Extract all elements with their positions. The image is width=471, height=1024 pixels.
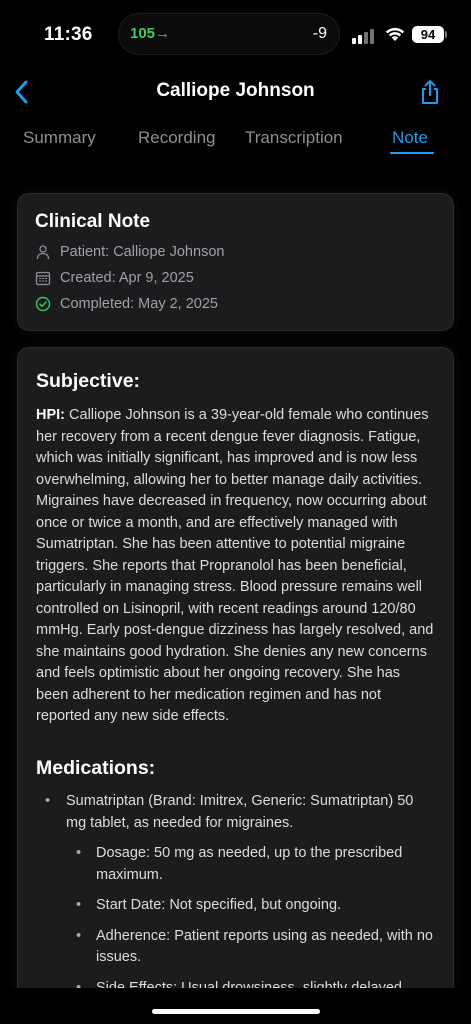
medication-detail: Adherence: Patient reports using as needed, with no issues.: [96, 927, 433, 965]
dynamic-island[interactable]: [118, 13, 340, 55]
list-item: [66, 843, 436, 886]
status-bar: [0, 0, 471, 70]
island-secondary-value: -9: [312, 25, 327, 42]
nav-header: [0, 72, 471, 112]
patient-row: [35, 242, 224, 262]
active-tab-indicator: [390, 152, 434, 154]
wifi-icon: [384, 25, 406, 42]
share-icon[interactable]: [419, 78, 441, 106]
subjective-heading: Subjective:: [36, 370, 141, 392]
person-icon: [35, 244, 51, 260]
battery-icon: 94: [412, 26, 444, 43]
list-item: [66, 926, 436, 969]
list-item: [66, 895, 436, 917]
clinical-note-title: Clinical Note: [35, 211, 151, 232]
medication-text: Sumatriptan (Brand: Imitrex, Generic: Sumatriptan) 50 mg tablet, as needed for migraines.: [66, 793, 414, 831]
medications-list: [36, 791, 436, 1008]
tab-note[interactable]: Note: [392, 128, 428, 147]
note-body-card[interactable]: [17, 347, 454, 1024]
medication-details-list: [66, 843, 436, 999]
calendar-icon: [35, 270, 51, 286]
page-title: Calliope Johnson: [156, 80, 315, 101]
created-date: Created: Apr 9, 2025: [60, 270, 194, 286]
completed-row: [35, 294, 218, 314]
list-item: [36, 791, 436, 999]
medication-detail: Start Date: Not specified, but ongoing.: [96, 897, 342, 913]
medications-heading: Medications:: [36, 757, 156, 779]
patient-name: Patient: Calliope Johnson: [60, 244, 225, 260]
tab-bar: [0, 120, 471, 160]
bullet: •: [45, 793, 51, 809]
home-indicator[interactable]: [152, 1009, 320, 1014]
bullet: •: [76, 927, 82, 944]
status-time: 11:36: [44, 24, 93, 45]
clinical-note-card: [17, 193, 454, 331]
hpi-text: Calliope Johnson is a 39-year-old female who continues her recovery from a recent dengue fever diagnosis. Fatigue, which was initially significant, has improved and is now less overwhelming, allowing her to better manage daily activities. Migraines have decreased in frequency, now occurring about once or twice a month, and are effectively managed with Sumatriptan. She has been attentive to potential migraine triggers. She reports that Propranolol has been beneficial, particularly in managing stress. Blood pressure remains well controlled on Lisinopril, with recent readings around 120/80 mmHg. Early post-dengue dizziness has largely resolved, and she maintains good hydration. She denies any new concerns and feels optimistic about her ongoing recovery. She has been adherent to her medication regimen and has not reported any new side effects.: [36, 407, 434, 724]
tab-recording[interactable]: Recording: [138, 128, 216, 147]
cellular-signal-icon: [352, 28, 376, 44]
created-row: [35, 268, 194, 288]
tab-summary[interactable]: Summary: [23, 128, 96, 147]
bullet: •: [76, 897, 82, 913]
completed-date: Completed: May 2, 2025: [60, 296, 218, 312]
bullet: •: [76, 845, 82, 861]
check-circle-icon: [35, 296, 51, 312]
island-activity-value: 105→: [130, 25, 171, 42]
tab-transcription[interactable]: Transcription: [245, 128, 343, 147]
hpi-paragraph: [36, 405, 436, 728]
hpi-label: HPI:: [36, 407, 65, 423]
battery-tip: [445, 31, 447, 38]
bottom-bar: [0, 988, 471, 1024]
medication-detail: Dosage: 50 mg as needed, up to the prescribed maximum.: [96, 845, 403, 883]
